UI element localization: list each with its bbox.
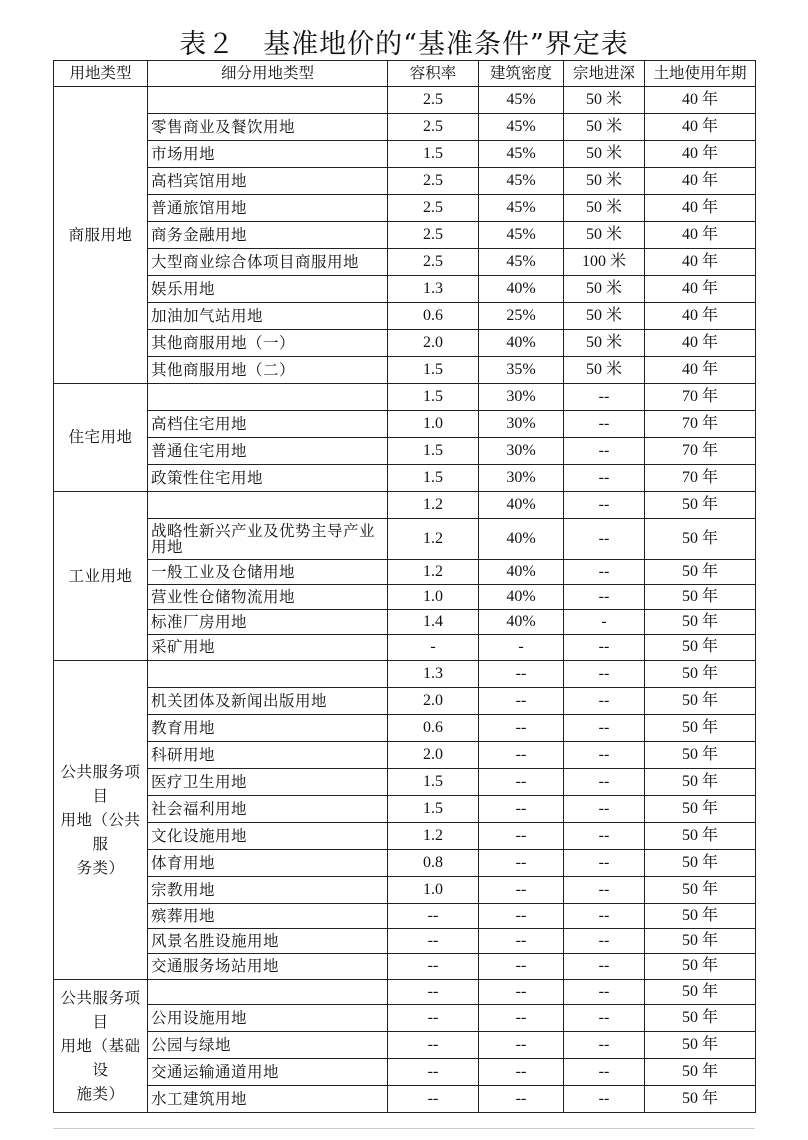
table-row [54,438,756,465]
floor-area-ratio-cell: 2.5 [388,168,479,195]
sub-land-type-cell: 其他商服用地（二） [148,357,388,384]
land-use-term-cell: 40 年 [645,168,756,195]
building-density-cell: -- [479,796,564,823]
land-use-term-cell: 50 年 [645,796,756,823]
table-row [54,850,756,877]
header-floor-area-ratio: 容积率 [388,61,479,87]
floor-area-ratio-cell: 0.6 [388,715,479,742]
plot-depth-cell: -- [564,585,645,610]
bottom-rule [53,1128,755,1129]
building-density-cell: 40% [479,519,564,560]
table-row [54,330,756,357]
sub-land-type-cell: 市场用地 [148,141,388,168]
land-use-term-cell: 50 年 [645,661,756,688]
building-density-cell: -- [479,715,564,742]
floor-area-ratio-cell: 1.5 [388,465,479,492]
building-density-cell: -- [479,742,564,769]
plot-depth-cell: -- [564,560,645,585]
plot-depth-cell: 50 米 [564,222,645,249]
table-row [54,492,756,519]
floor-area-ratio-cell: 2.0 [388,330,479,357]
plot-depth-cell: 50 米 [564,357,645,384]
building-density-cell: 40% [479,585,564,610]
sub-land-type-cell [148,492,388,519]
plot-depth-cell: -- [564,688,645,715]
plot-depth-cell: -- [564,635,645,661]
sub-land-type-cell [148,980,388,1005]
plot-depth-cell: 50 米 [564,141,645,168]
table-row [54,610,756,635]
building-density-cell: -- [479,980,564,1005]
sub-land-type-cell: 标准厂房用地 [148,610,388,635]
floor-area-ratio-cell: -- [388,1059,479,1086]
table-row [54,249,756,276]
floor-area-ratio-cell: 2.5 [388,195,479,222]
floor-area-ratio-cell: - [388,635,479,661]
building-density-cell: -- [479,850,564,877]
land-use-term-cell: 40 年 [645,141,756,168]
plot-depth-cell: -- [564,929,645,954]
header-sub-land-type: 细分用地类型 [148,61,388,87]
floor-area-ratio-cell: 1.2 [388,560,479,585]
land-use-term-cell: 50 年 [645,560,756,585]
table-row [54,1059,756,1086]
sub-land-type-cell: 一般工业及仓储用地 [148,560,388,585]
table-row [54,980,756,1005]
floor-area-ratio-cell: -- [388,1032,479,1059]
sub-land-type-cell: 普通住宅用地 [148,438,388,465]
land-use-term-cell: 70 年 [645,465,756,492]
sub-land-type-cell: 高档宾馆用地 [148,168,388,195]
plot-depth-cell: -- [564,877,645,904]
plot-depth-cell: -- [564,438,645,465]
plot-depth-cell: 100 米 [564,249,645,276]
floor-area-ratio-cell: 2.5 [388,249,479,276]
table-row [54,465,756,492]
plot-depth-cell: -- [564,742,645,769]
building-density-cell: 45% [479,114,564,141]
sub-land-type-cell: 高档住宅用地 [148,411,388,438]
header-row [54,61,756,87]
plot-depth-cell: 50 米 [564,303,645,330]
sub-land-type-cell: 风景名胜设施用地 [148,929,388,954]
plot-depth-cell: -- [564,465,645,492]
floor-area-ratio-cell: -- [388,1005,479,1032]
land-use-term-cell: 50 年 [645,1032,756,1059]
building-density-cell: 30% [479,465,564,492]
plot-depth-cell: -- [564,1005,645,1032]
header-plot-depth: 宗地进深 [564,61,645,87]
sub-land-type-cell: 公用设施用地 [148,1005,388,1032]
land-use-term-cell: 50 年 [645,492,756,519]
sub-land-type-cell: 科研用地 [148,742,388,769]
sub-land-type-cell: 体育用地 [148,850,388,877]
sub-land-type-cell: 加油加气站用地 [148,303,388,330]
building-density-cell: - [479,635,564,661]
floor-area-ratio-cell: 1.2 [388,492,479,519]
building-density-cell: 40% [479,276,564,303]
land-use-term-cell: 70 年 [645,411,756,438]
land-use-term-cell: 50 年 [645,688,756,715]
floor-area-ratio-cell: -- [388,954,479,980]
plot-depth-cell: -- [564,980,645,1005]
floor-area-ratio-cell: 1.5 [388,357,479,384]
building-density-cell: 30% [479,411,564,438]
land-use-term-cell: 40 年 [645,195,756,222]
plot-depth-cell: -- [564,411,645,438]
plot-depth-cell: -- [564,954,645,980]
land-use-term-cell: 50 年 [645,980,756,1005]
table-row [54,954,756,980]
land-use-term-cell: 50 年 [645,1005,756,1032]
table-row [54,877,756,904]
land-use-term-cell: 50 年 [645,585,756,610]
sub-land-type-cell [148,87,388,114]
plot-depth-cell: 50 米 [564,330,645,357]
sub-land-type-cell: 殡葬用地 [148,904,388,929]
floor-area-ratio-cell: 1.5 [388,438,479,465]
land-use-term-cell: 50 年 [645,850,756,877]
building-density-cell: -- [479,954,564,980]
land-use-term-cell: 70 年 [645,384,756,411]
building-density-cell: 40% [479,330,564,357]
land-use-term-cell: 50 年 [645,635,756,661]
building-density-cell: -- [479,823,564,850]
floor-area-ratio-cell: 1.4 [388,610,479,635]
building-density-cell: -- [479,769,564,796]
land-use-term-cell: 50 年 [645,954,756,980]
building-density-cell: -- [479,904,564,929]
plot-depth-cell: 50 米 [564,195,645,222]
table-row [54,195,756,222]
sub-land-type-cell: 商务金融用地 [148,222,388,249]
table-row [54,141,756,168]
land-use-term-cell: 50 年 [645,929,756,954]
sub-land-type-cell: 交通服务场站用地 [148,954,388,980]
land-use-term-cell: 50 年 [645,519,756,560]
floor-area-ratio-cell: 2.0 [388,688,479,715]
table-title: 表２ 基准地价的“基准条件”界定表 [179,29,629,60]
land-type-cell: 商服用地 [54,87,148,384]
floor-area-ratio-cell: -- [388,980,479,1005]
table-row [54,384,756,411]
table-row [54,357,756,384]
sub-land-type-cell: 宗教用地 [148,877,388,904]
sub-land-type-cell: 大型商业综合体项目商服用地 [148,249,388,276]
plot-depth-cell: 50 米 [564,87,645,114]
plot-depth-cell: -- [564,661,645,688]
table-row [54,1032,756,1059]
sub-land-type-cell: 采矿用地 [148,635,388,661]
floor-area-ratio-cell: 1.3 [388,276,479,303]
building-density-cell: 45% [479,222,564,249]
floor-area-ratio-cell: 2.5 [388,222,479,249]
table-row [54,929,756,954]
building-density-cell: -- [479,877,564,904]
sub-land-type-cell: 交通运输通道用地 [148,1059,388,1086]
land-use-term-cell: 50 年 [645,769,756,796]
sub-land-type-cell [148,661,388,688]
plot-depth-cell: -- [564,796,645,823]
sub-land-type-cell: 其他商服用地（一） [148,330,388,357]
table-row [54,823,756,850]
table-row [54,715,756,742]
building-density-cell: 40% [479,492,564,519]
header-land-use-term: 土地使用年期 [645,61,756,87]
plot-depth-cell: -- [564,715,645,742]
land-use-term-cell: 40 年 [645,114,756,141]
land-use-term-cell: 50 年 [645,1059,756,1086]
building-density-cell: -- [479,661,564,688]
table-row [54,688,756,715]
plot-depth-cell: -- [564,1032,645,1059]
floor-area-ratio-cell: 1.5 [388,769,479,796]
land-use-term-cell: 40 年 [645,276,756,303]
table-row [54,742,756,769]
sub-land-type-cell: 零售商业及餐饮用地 [148,114,388,141]
building-density-cell: -- [479,1032,564,1059]
sub-land-type-cell: 政策性住宅用地 [148,465,388,492]
table-row [54,411,756,438]
building-density-cell: 30% [479,384,564,411]
floor-area-ratio-cell: 2.5 [388,114,479,141]
plot-depth-cell: -- [564,823,645,850]
building-density-cell: 40% [479,560,564,585]
plot-depth-cell: 50 米 [564,114,645,141]
floor-area-ratio-cell: 1.5 [388,384,479,411]
building-density-cell: 25% [479,303,564,330]
table-row [54,168,756,195]
sub-land-type-cell: 教育用地 [148,715,388,742]
building-density-cell: 45% [479,249,564,276]
floor-area-ratio-cell: 1.0 [388,585,479,610]
table-row [54,114,756,141]
floor-area-ratio-cell: 0.8 [388,850,479,877]
sub-land-type-cell: 文化设施用地 [148,823,388,850]
plot-depth-cell: -- [564,492,645,519]
land-use-term-cell: 50 年 [645,877,756,904]
floor-area-ratio-cell: 1.3 [388,661,479,688]
plot-depth-cell: -- [564,1086,645,1113]
plot-depth-cell: -- [564,904,645,929]
land-use-term-cell: 50 年 [645,904,756,929]
plot-depth-cell: -- [564,384,645,411]
table-row [54,222,756,249]
building-density-cell: -- [479,1059,564,1086]
building-density-cell: 45% [479,87,564,114]
floor-area-ratio-cell: -- [388,904,479,929]
floor-area-ratio-cell: 1.2 [388,823,479,850]
sub-land-type-cell: 公园与绿地 [148,1032,388,1059]
floor-area-ratio-cell: -- [388,929,479,954]
table-row [54,303,756,330]
plot-depth-cell: - [564,610,645,635]
building-density-cell: 30% [479,438,564,465]
floor-area-ratio-cell: 0.6 [388,303,479,330]
building-density-cell: -- [479,1086,564,1113]
table-row [54,635,756,661]
building-density-cell: 35% [479,357,564,384]
land-use-term-cell: 40 年 [645,249,756,276]
floor-area-ratio-cell: 1.5 [388,141,479,168]
table-row [54,1005,756,1032]
land-use-term-cell: 50 年 [645,823,756,850]
sub-land-type-cell: 机关团体及新闻出版用地 [148,688,388,715]
floor-area-ratio-cell: 2.0 [388,742,479,769]
plot-depth-cell: -- [564,1059,645,1086]
floor-area-ratio-cell: 1.0 [388,877,479,904]
table-row [54,560,756,585]
land-type-cell: 公共服务项目 用地（基础设 施类） [54,980,148,1113]
table-row [54,276,756,303]
table-row [54,769,756,796]
land-use-term-cell: 40 年 [645,357,756,384]
table-row [54,585,756,610]
table-row [54,87,756,114]
sub-land-type-cell: 娱乐用地 [148,276,388,303]
header-building-density: 建筑密度 [479,61,564,87]
floor-area-ratio-cell: 2.5 [388,87,479,114]
floor-area-ratio-cell: 1.5 [388,796,479,823]
land-use-term-cell: 40 年 [645,330,756,357]
floor-area-ratio-cell: 1.2 [388,519,479,560]
building-density-cell: 40% [479,610,564,635]
land-type-cell: 工业用地 [54,492,148,661]
land-type-cell: 住宅用地 [54,384,148,492]
header-land-type: 用地类型 [54,61,148,87]
plot-depth-cell: -- [564,519,645,560]
table-row [54,661,756,688]
sub-land-type-cell: 普通旅馆用地 [148,195,388,222]
sub-land-type-cell: 营业性仓储物流用地 [148,585,388,610]
table-row [54,519,756,560]
land-use-term-cell: 50 年 [645,1086,756,1113]
land-use-term-cell: 40 年 [645,303,756,330]
land-use-term-cell: 40 年 [645,87,756,114]
land-use-term-cell: 50 年 [645,715,756,742]
plot-depth-cell: -- [564,769,645,796]
table-row [54,1086,756,1113]
plot-depth-cell: 50 米 [564,276,645,303]
land-use-term-cell: 50 年 [645,742,756,769]
building-density-cell: -- [479,1005,564,1032]
land-use-term-cell: 40 年 [645,222,756,249]
land-use-term-cell: 70 年 [645,438,756,465]
sub-land-type-cell: 医疗卫生用地 [148,769,388,796]
land-price-table [53,60,755,1113]
table-row [54,796,756,823]
building-density-cell: -- [479,688,564,715]
floor-area-ratio-cell: -- [388,1086,479,1113]
building-density-cell: 45% [479,168,564,195]
table-row [54,904,756,929]
sub-land-type-cell: 社会福利用地 [148,796,388,823]
floor-area-ratio-cell: 1.0 [388,411,479,438]
building-density-cell: -- [479,929,564,954]
plot-depth-cell: -- [564,850,645,877]
plot-depth-cell: 50 米 [564,168,645,195]
land-type-cell: 公共服务项目 用地（公共服 务类） [54,661,148,980]
building-density-cell: 45% [479,141,564,168]
sub-land-type-cell: 战略性新兴产业及优势主导产业用地 [148,519,388,560]
building-density-cell: 45% [479,195,564,222]
land-use-term-cell: 50 年 [645,610,756,635]
sub-land-type-cell [148,384,388,411]
sub-land-type-cell: 水工建筑用地 [148,1086,388,1113]
